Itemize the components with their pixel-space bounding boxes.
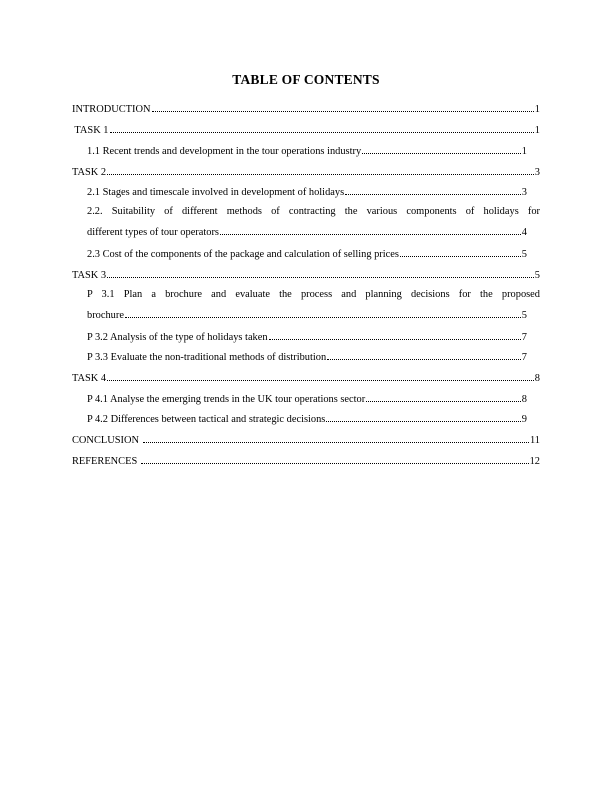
toc-entry-label: TASK 3 [72,270,107,281]
toc-leader-dots [125,308,521,318]
toc-title: TABLE OF CONTENTS [232,72,380,87]
toc-entry-3-2[interactable] [87,330,527,345]
toc-entry-page: 5 [521,249,527,260]
toc-leader-dots [220,225,521,235]
toc-entry-introduction[interactable] [72,102,540,117]
toc-entry-1-1[interactable] [87,144,527,159]
toc-leader-dots [107,268,534,278]
toc-entry-label: TASK 4 [72,373,107,384]
toc-entry-line2 [87,223,527,244]
toc-entry-page: 9 [521,414,527,425]
toc-entry-label: TASK 1 [72,125,109,136]
toc-entry-label: 2.1 Stages and timescale involved in development of holidays [87,187,345,198]
toc-leader-dots [345,185,521,195]
toc-entry-page: 1 [534,104,540,115]
toc-entry-conclusion[interactable] [72,433,540,448]
toc-leader-dots [141,454,529,464]
toc-leader-dots [366,392,521,402]
toc-entry-page: 11 [529,435,540,446]
toc-entry-page: 8 [521,394,527,405]
toc-entry-4-2[interactable] [87,412,527,427]
toc-entry-page: 5 [534,270,540,281]
toc-entry-3-3[interactable] [87,350,527,365]
toc-entry-page: 4 [521,226,527,238]
toc-leader-dots [269,330,521,340]
toc-entry-label: INTRODUCTION [72,104,151,115]
toc-entry-task-4[interactable] [72,371,540,386]
toc-entry-page: 1 [521,146,527,157]
toc-leader-dots [362,144,521,154]
toc-entry-page: 3 [534,167,540,178]
toc-entry-label: 1.1 Recent trends and development in the tour operations industry [87,146,362,157]
toc-leader-dots [107,165,534,175]
toc-entry-label: P 3.3 Evaluate the non-traditional methods of distribution [87,352,327,363]
toc-entry-label: CONCLUSION [72,435,142,446]
toc-entry-page: 3 [521,187,527,198]
toc-entry-page: 7 [521,352,527,363]
toc-entry-line2 [87,306,527,327]
toc-entry-4-1[interactable] [87,392,527,407]
toc-entry-2-1[interactable] [87,185,527,200]
toc-leader-dots [327,350,521,360]
toc-leader-dots [152,102,534,112]
toc-entry-page: 8 [534,373,540,384]
toc-entry-task-3[interactable] [72,268,540,283]
toc-entry-task-2[interactable] [72,165,540,180]
toc-entry-label-line1: 2.2. Suitability of different methods of contracting the various components of holidays for [87,206,540,217]
toc-leader-dots [107,371,534,381]
toc-entry-label-line2: different types of tour operators [87,226,219,238]
toc-entry-3-1[interactable] [87,285,540,326]
toc-entry-2-3[interactable] [87,247,527,262]
toc-entry-label: TASK 2 [72,167,107,178]
toc-entry-page: 1 [534,125,540,136]
toc-entry-label-line2: brochure [87,309,124,321]
toc-entry-label: 2.3 Cost of the components of the package and calculation of selling prices [87,249,399,260]
toc-entry-label-line1: P 3.1 Plan a brochure and evaluate the process and planning decisions for the proposed [87,289,540,300]
toc-leader-dots [110,123,534,133]
toc-entry-2-2[interactable] [87,202,540,243]
toc-entry-references[interactable] [72,454,540,469]
toc-entry-page: 5 [521,309,527,321]
toc-entry-page: 12 [529,456,540,467]
toc-entry-task-1[interactable] [72,123,540,138]
toc-leader-dots [143,433,529,443]
toc-entry-label: P 3.2 Analysis of the type of holidays taken [87,332,268,343]
toc-leader-dots [326,412,520,422]
toc-entry-label: P 4.2 Differences between tactical and strategic decisions [87,414,326,425]
toc-leader-dots [400,247,521,257]
toc-entry-label: P 4.1 Analyse the emerging trends in the UK tour operations sector [87,394,366,405]
toc-entry-page: 7 [521,332,527,343]
toc-entry-label: REFERENCES [72,456,140,467]
